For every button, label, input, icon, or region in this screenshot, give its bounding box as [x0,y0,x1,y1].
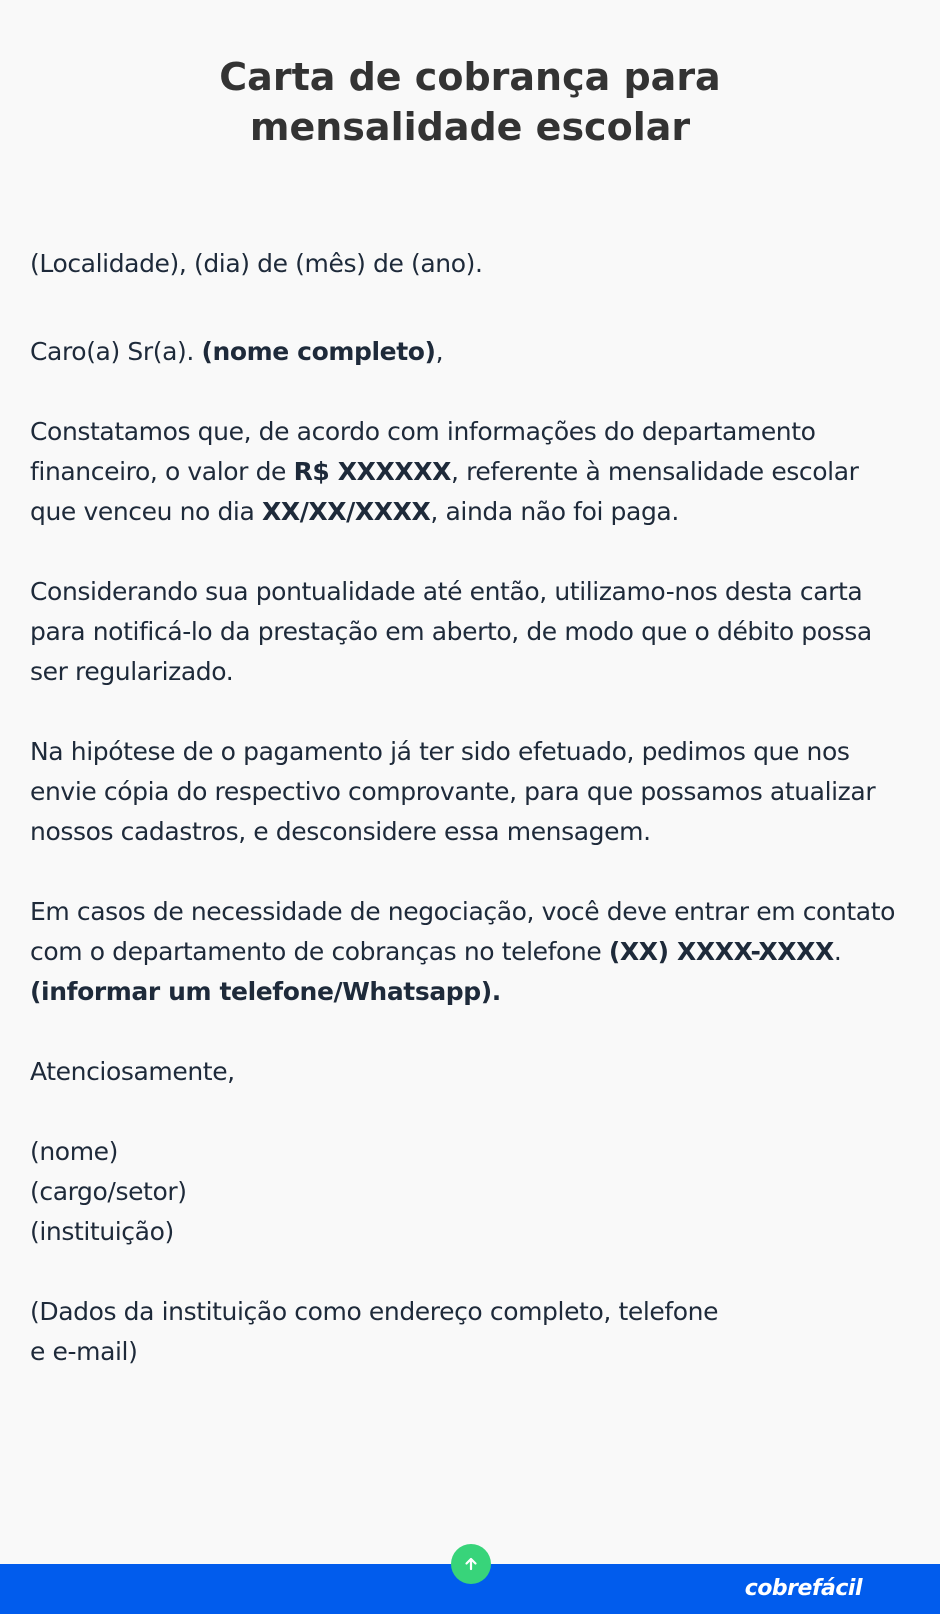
paragraph-already-paid: Na hipótese de o pagamento já ter sido efetuado, pedimos que nos envie cópia do respectivo comprovante, para que possamos atualizar nossos cadastros, e desconsidere essa mensagem. [30,737,876,846]
institution-data: (Dados da instituição como endereço completo, telefone e e-mail) [30,1297,719,1366]
page-title [0,52,940,152]
due-date: XX/XX/XXXX [261,497,431,526]
signature-name: (nome) [30,1137,118,1166]
phone-note: (informar um telefone/Whatsapp). [30,977,501,1006]
greeting: Caro(a) Sr(a). (nome completo), [30,337,444,366]
paragraph-overdue: Constatamos que, de acordo com informações do departamento financeiro, o valor de R$ XXXXXX, referente à mensalidade escolar que venceu no dia XX/XX/XXXX, ainda não foi paga. [30,417,859,526]
back-to-top-button[interactable] [451,1544,491,1584]
closing: Atenciosamente, [30,1057,235,1086]
signature-role: (cargo/setor) [30,1177,187,1206]
phone-number: (XX) XXXX-XXXX [608,937,834,966]
date-line: (Localidade), (dia) de (mês) de (ano). [30,249,483,278]
letter-body [30,244,910,1412]
signature-block [30,1132,910,1252]
recipient-name: (nome completo) [201,337,436,366]
signature-institution: (instituição) [30,1217,174,1246]
title-line-1: Carta de cobrança para [219,55,721,99]
amount: R$ XXXXXX [293,457,451,486]
paragraph-negotiation: Em casos de necessidade de negociação, você deve entrar em contato com o departamento de cobranças no telefone (XX) XXXX-XXXX. (informar um telefone/Whatsapp). [30,897,896,1006]
arrow-up-icon [463,1556,479,1572]
brand-logo[interactable]: cobrefácil [744,1576,862,1601]
paragraph-notice: Considerando sua pontualidade até então, utilizamo-nos desta carta para notificá-lo da prestação em aberto, de modo que o débito possa ser regularizado. [30,577,872,686]
title-line-2: mensalidade escolar [249,105,691,149]
